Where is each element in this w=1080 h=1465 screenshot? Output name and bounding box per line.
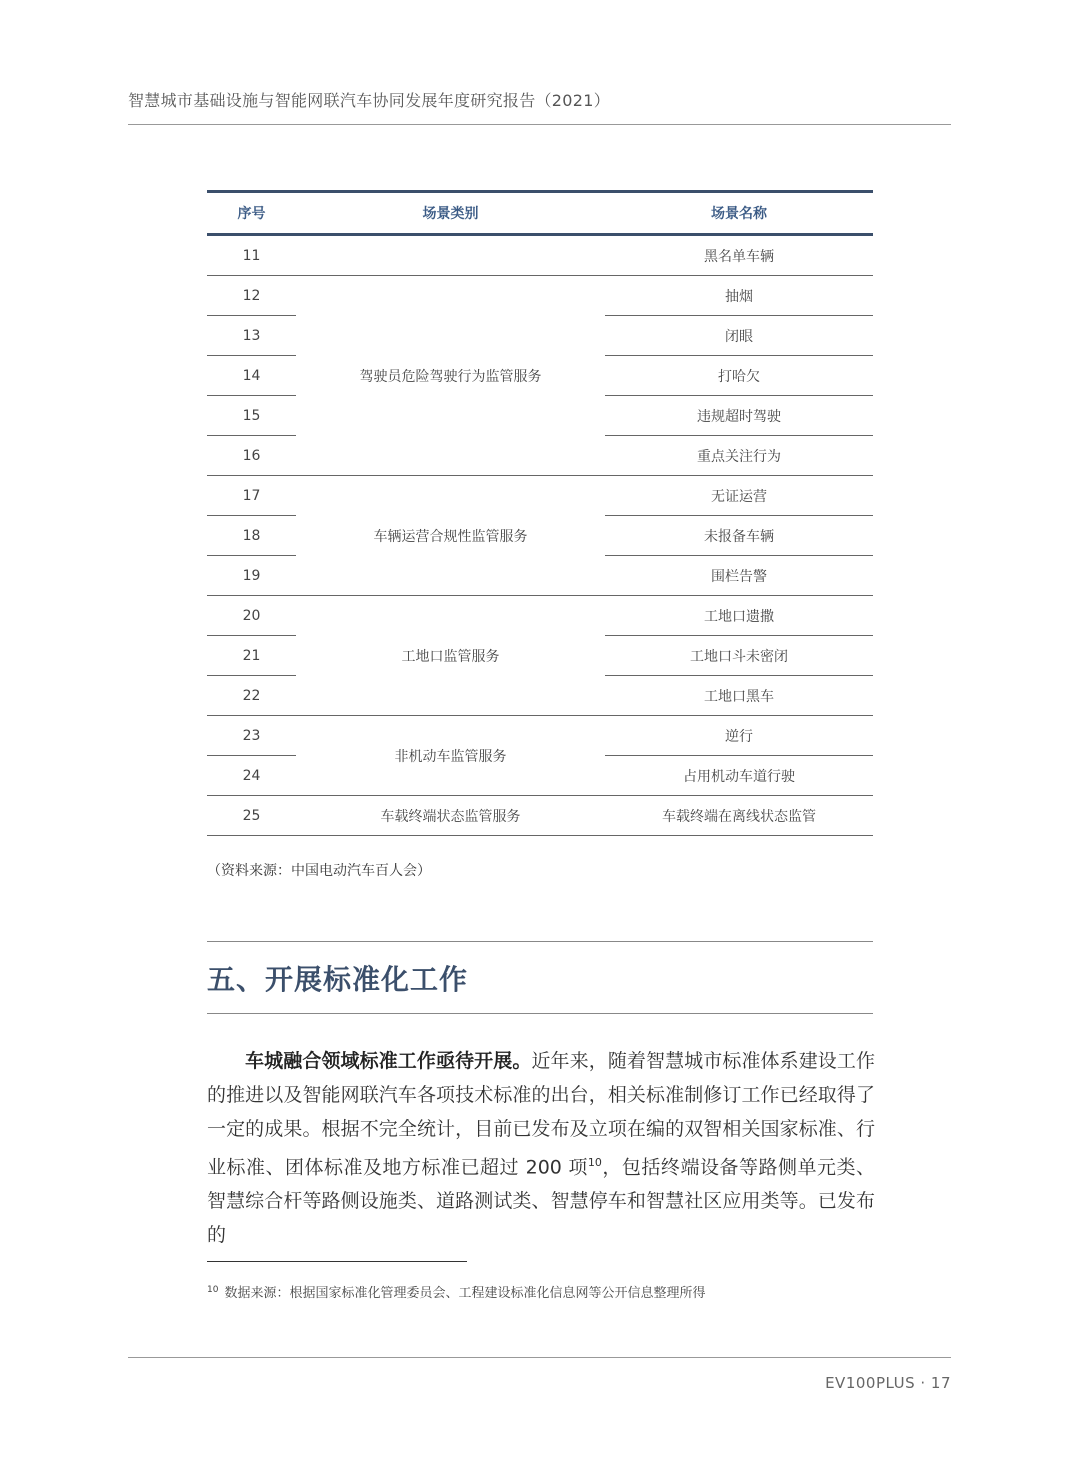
row-number: 18 (207, 516, 296, 556)
scene-category: 车载终端状态监管服务 (296, 796, 605, 836)
row-number: 19 (207, 556, 296, 596)
footnote-text: 数据来源：根据国家标准化管理委员会、工程建设标准化信息网等公开信息整理所得 (224, 1286, 706, 1301)
scene-name: 占用机动车道行驶 (605, 756, 873, 796)
scene-name: 工地口斗未密闭 (605, 636, 873, 676)
header-scene-name: 场景名称 (605, 192, 873, 235)
row-number: 25 (207, 796, 296, 836)
footer-divider (128, 1357, 951, 1358)
header-category: 场景类别 (296, 192, 605, 235)
scene-name: 打哈欠 (605, 356, 873, 396)
scene-category: 非机动车监管服务 (296, 716, 605, 796)
table-row (207, 716, 873, 756)
scene-name: 围栏告警 (605, 556, 873, 596)
page-footer: EV100PLUS · 17 (825, 1374, 951, 1392)
footnote (207, 1282, 705, 1301)
table-source: （资料来源：中国电动汽车百人会） (207, 863, 431, 879)
scene-table (207, 190, 873, 836)
scene-name: 工地口遗撒 (605, 596, 873, 636)
table-row (207, 796, 873, 836)
paragraph-lead: 车城融合领域标准工作亟待开展。 (245, 1050, 532, 1072)
row-number: 12 (207, 276, 296, 316)
row-number: 23 (207, 716, 296, 756)
section-title: 五、开展标准化工作 (207, 963, 469, 996)
table-row (207, 596, 873, 636)
table-row (207, 235, 873, 276)
scene-name: 逆行 (605, 716, 873, 756)
scene-name: 无证运营 (605, 476, 873, 516)
row-number: 13 (207, 316, 296, 356)
scene-name: 闭眼 (605, 316, 873, 356)
body-paragraph (207, 1044, 875, 1252)
paragraph-text-1: 近年来，随着智慧城市标准体系建设工作的推进以及智能网联汽车各项技术标准的出台，相关标准制修订工作已经取得了一定的成果。根据不完全统计，目前已发布及立项在编的双智相关国家标准、行业标准、团体标准及地方标准已超过 200 项 (207, 1050, 875, 1179)
row-number: 11 (207, 235, 296, 276)
scene-name: 黑名单车辆 (605, 235, 873, 276)
table-body (207, 235, 873, 836)
section-rule-top (207, 941, 873, 942)
scene-name: 抽烟 (605, 276, 873, 316)
header-divider (128, 124, 951, 125)
row-number: 20 (207, 596, 296, 636)
row-number: 15 (207, 396, 296, 436)
row-number: 16 (207, 436, 296, 476)
scene-category: 驾驶员危险驾驶行为监管服务 (296, 276, 605, 476)
scene-name: 工地口黑车 (605, 676, 873, 716)
scene-category: 车辆运营合规性监管服务 (296, 476, 605, 596)
paragraph-text-2: ，包括终端设备等路侧单元类、智慧综合杆等路侧设施类、道路测试类、智慧停车和智慧社区应用类等。已发布的 (207, 1156, 875, 1247)
row-number: 14 (207, 356, 296, 396)
table-row (207, 276, 873, 316)
table-header-row (207, 192, 873, 235)
scene-category: 工地口监管服务 (296, 596, 605, 716)
footnote-divider (207, 1261, 467, 1262)
footnote-number: 10 (207, 1284, 219, 1295)
header-number: 序号 (207, 192, 296, 235)
row-number: 21 (207, 636, 296, 676)
scene-name: 违规超时驾驶 (605, 396, 873, 436)
scene-category (296, 235, 605, 276)
footnote-ref: 10 (587, 1156, 602, 1169)
scene-name: 车载终端在离线状态监管 (605, 796, 873, 836)
report-header-title: 智慧城市基础设施与智能网联汽车协同发展年度研究报告（2021） (128, 91, 611, 110)
scene-name: 重点关注行为 (605, 436, 873, 476)
row-number: 22 (207, 676, 296, 716)
row-number: 24 (207, 756, 296, 796)
section-rule-bottom (207, 1013, 873, 1014)
table-row (207, 476, 873, 516)
row-number: 17 (207, 476, 296, 516)
scene-name: 未报备车辆 (605, 516, 873, 556)
